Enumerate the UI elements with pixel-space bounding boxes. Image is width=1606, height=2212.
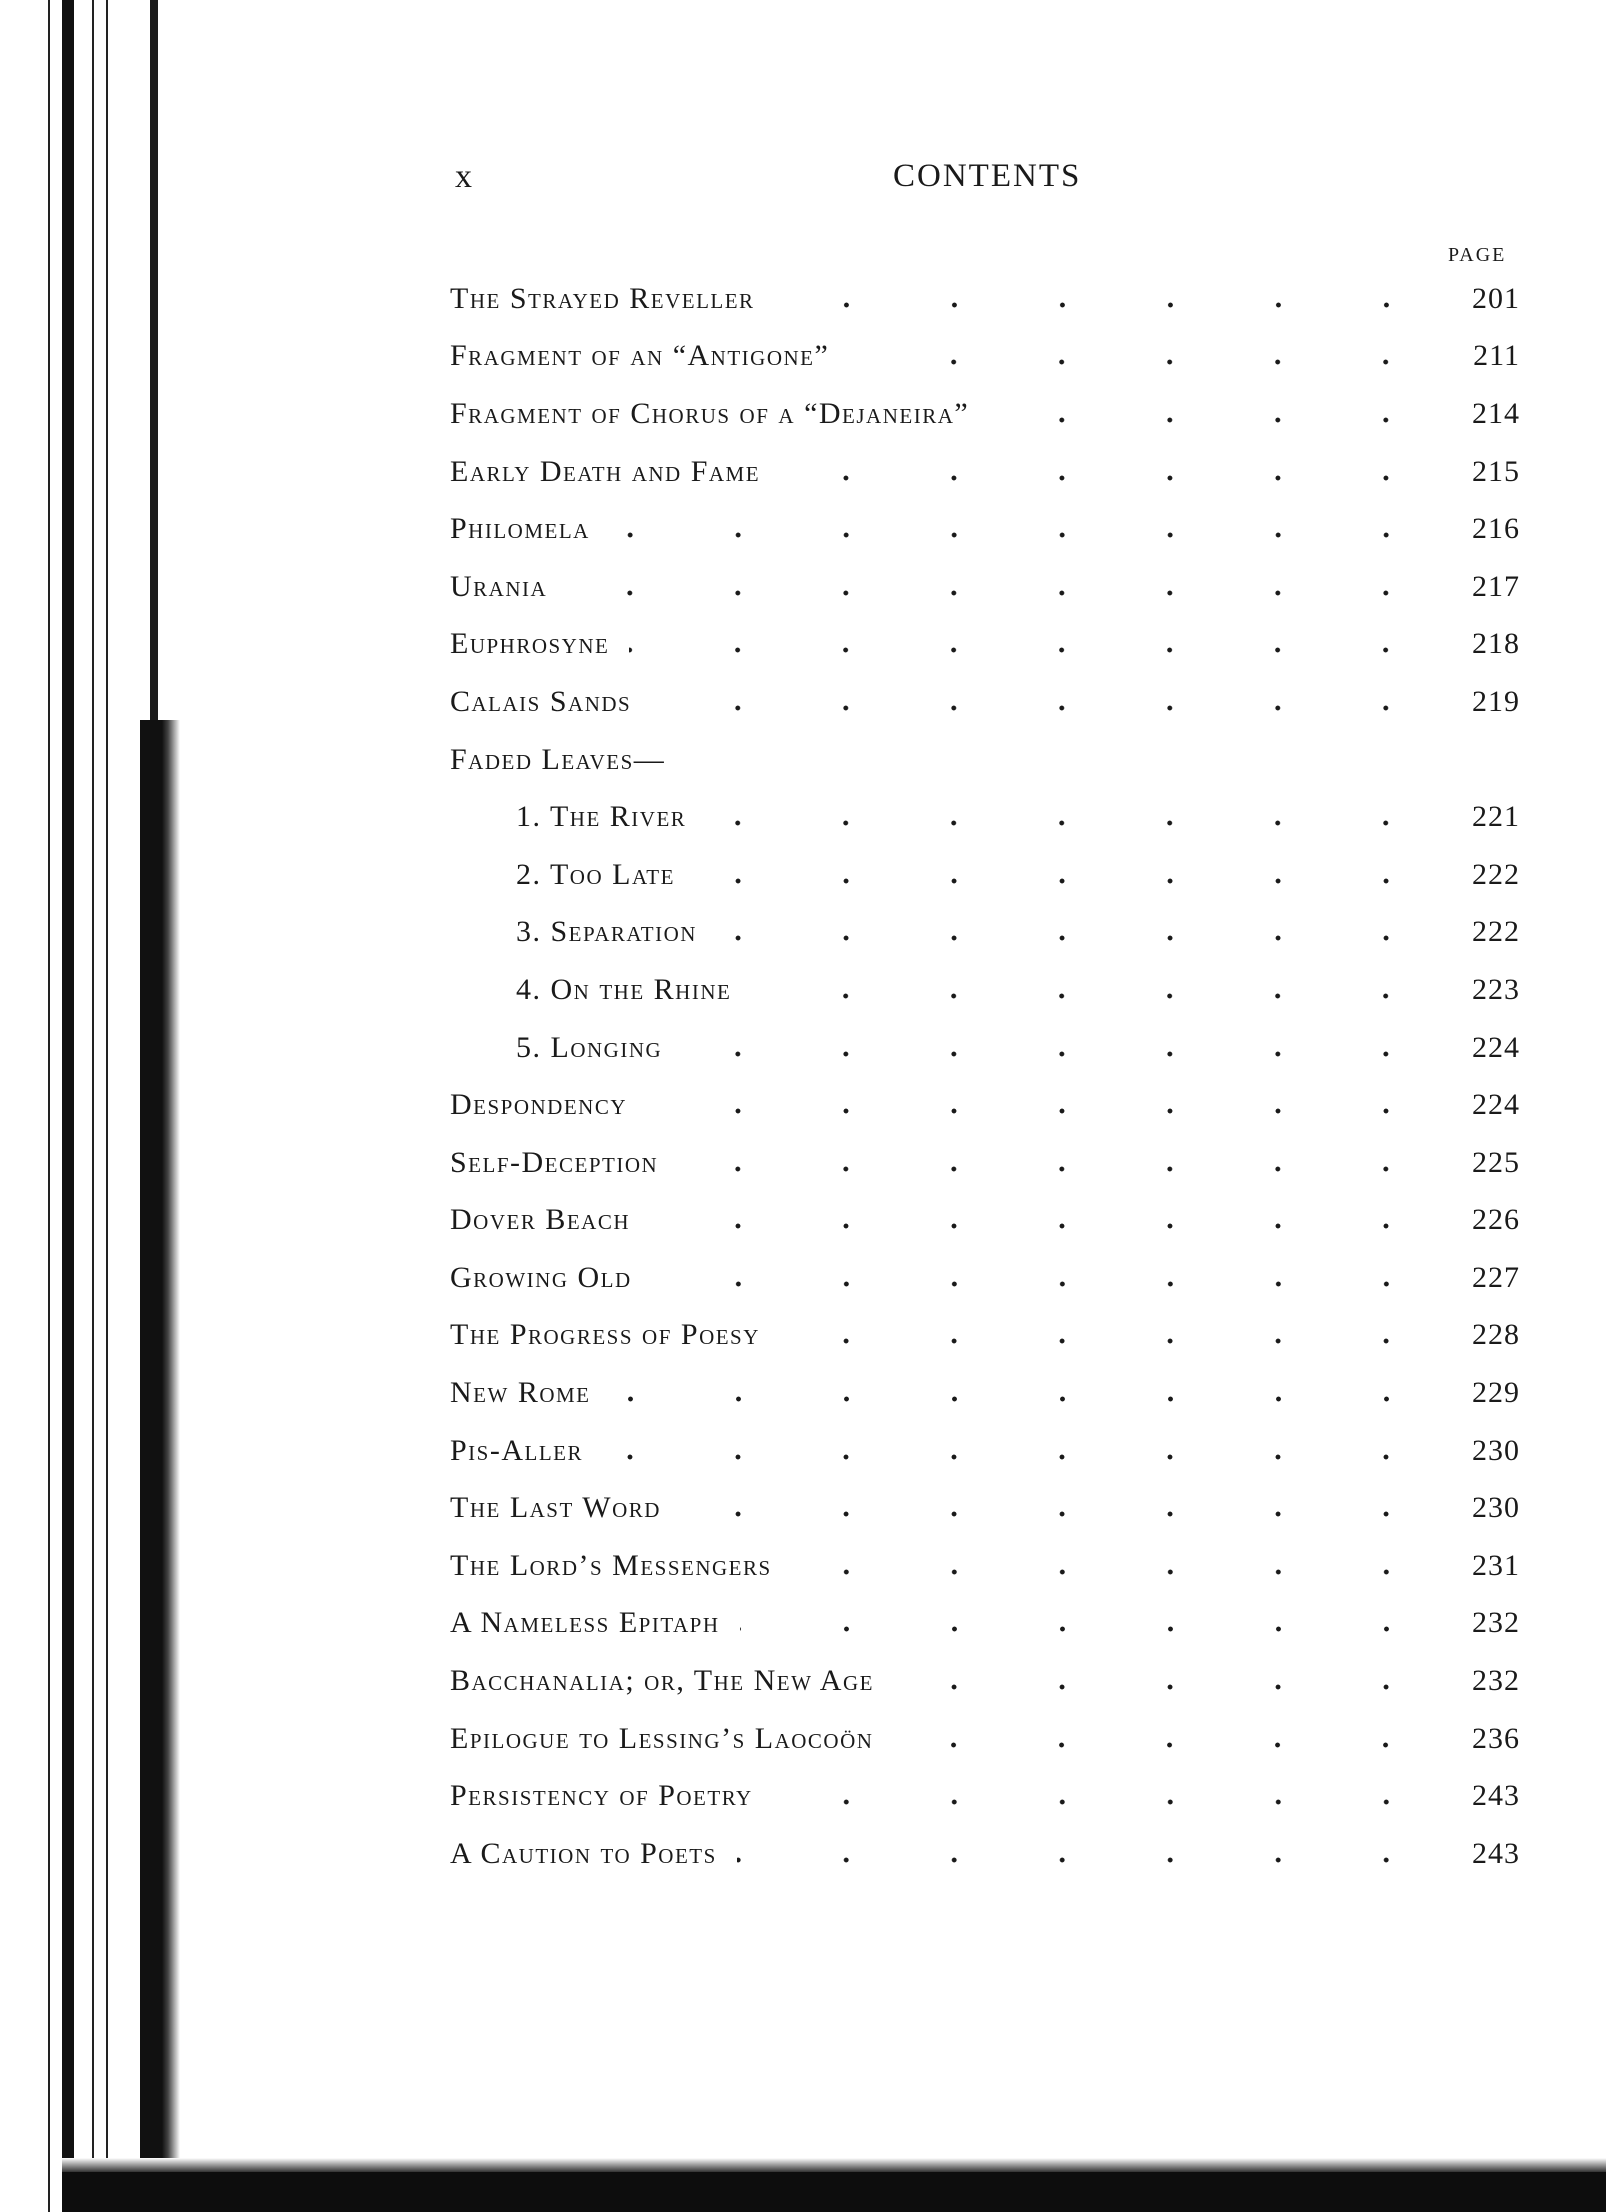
toc-entry <box>450 1192 1520 1250</box>
toc-entry-page: 232 <box>1472 1664 1520 1698</box>
toc-entry <box>450 1595 1520 1653</box>
toc-entry-title: Persistency of Poetry <box>450 1779 767 1813</box>
dot-leader <box>682 1051 1440 1057</box>
toc-entry-page: 226 <box>1472 1203 1520 1237</box>
toc-entry-page: 221 <box>1472 800 1520 834</box>
toc-entry-title: Faded Leaves— <box>450 743 679 777</box>
toc-entry <box>450 1307 1520 1365</box>
toc-entry-page: 218 <box>1472 627 1520 661</box>
dot-leader <box>751 993 1440 999</box>
toc-entry-page: 215 <box>1472 454 1520 488</box>
toc-subentry <box>450 1019 1520 1077</box>
toc-entry-title: The Last Word <box>450 1491 675 1525</box>
toc-entry-page: 229 <box>1472 1376 1520 1410</box>
toc-entry-page: 219 <box>1472 684 1520 718</box>
binding-line <box>106 0 108 2212</box>
toc-entry-title: A Caution to Poets <box>450 1837 731 1871</box>
toc-entry-page: 223 <box>1472 972 1520 1006</box>
toc-entry-page: 230 <box>1472 1491 1520 1525</box>
toc-entry-page: 236 <box>1472 1721 1520 1755</box>
toc-entry-title: A Nameless Epitaph <box>450 1606 734 1640</box>
toc-entry <box>450 558 1520 616</box>
toc-subentry <box>450 961 1520 1019</box>
dot-leader <box>792 1569 1440 1575</box>
dot-leader <box>651 705 1440 711</box>
toc-entry <box>450 1422 1520 1480</box>
dot-leader <box>773 1799 1440 1805</box>
toc-entry <box>450 1479 1520 1537</box>
toc-subentry <box>450 904 1520 962</box>
toc-entry <box>450 1364 1520 1422</box>
toc-entry-page: 227 <box>1472 1260 1520 1294</box>
dot-leader <box>717 935 1440 941</box>
toc-entry <box>450 443 1520 501</box>
toc-entry-page: 211 <box>1473 339 1520 373</box>
binding-shadow-top <box>150 0 158 720</box>
dot-leader <box>647 1108 1440 1114</box>
toc-entry-title: Growing Old <box>450 1261 646 1295</box>
dot-leader <box>989 417 1440 423</box>
contents-list <box>450 270 1520 1883</box>
toc-entry-title: Philomela <box>450 512 604 546</box>
toc-entry <box>450 1825 1520 1883</box>
page-folio: x <box>455 158 473 195</box>
toc-entry-title: New Rome <box>450 1376 605 1410</box>
toc-entry-page: 201 <box>1472 281 1520 315</box>
dot-leader <box>780 1338 1440 1344</box>
dot-leader <box>849 359 1440 365</box>
toc-entry-title: 2. Too Late <box>516 858 689 892</box>
toc-entry <box>450 673 1520 731</box>
toc-entry-title: Euphrosyne <box>450 627 623 661</box>
toc-entry-page: 230 <box>1472 1433 1520 1467</box>
page-title: CONTENTS <box>893 158 1082 194</box>
toc-entry-title: 5. Longing <box>516 1031 676 1065</box>
toc-entry-title: Self-Deception <box>450 1146 672 1180</box>
toc-entry <box>450 1710 1520 1768</box>
toc-entry-page: 214 <box>1472 396 1520 430</box>
bottom-edge-fade <box>62 2158 1606 2172</box>
toc-entry <box>450 328 1520 386</box>
toc-section-heading <box>450 731 1520 789</box>
toc-entry <box>450 1652 1520 1710</box>
dot-leader <box>893 1742 1440 1748</box>
toc-entry-page: 228 <box>1472 1318 1520 1352</box>
toc-entry-title: The Strayed Reveller <box>450 282 769 316</box>
toc-entry <box>450 1249 1520 1307</box>
toc-subentry <box>450 788 1520 846</box>
toc-entry-page: 216 <box>1472 512 1520 546</box>
toc-entry-title: The Lord’s Messengers <box>450 1549 786 1583</box>
dot-leader <box>894 1684 1440 1690</box>
dot-leader <box>737 1857 1440 1863</box>
toc-entry <box>450 270 1520 328</box>
toc-subentry <box>450 846 1520 904</box>
dot-leader <box>652 1281 1440 1287</box>
toc-entry-page: 231 <box>1472 1548 1520 1582</box>
toc-entry-page: 243 <box>1472 1779 1520 1813</box>
binding-edge <box>62 0 74 2212</box>
toc-entry <box>450 1134 1520 1192</box>
toc-entry-page: 222 <box>1472 857 1520 891</box>
dot-leader <box>740 1626 1440 1632</box>
dot-leader <box>695 878 1440 884</box>
toc-entry-title: 3. Separation <box>516 915 711 949</box>
dot-leader <box>650 1223 1440 1229</box>
toc-entry <box>450 1076 1520 1134</box>
toc-entry-title: 1. The River <box>516 800 700 834</box>
toc-entry-title: Urania <box>450 570 561 604</box>
dot-leader <box>610 532 1440 538</box>
toc-entry-page: 217 <box>1472 569 1520 603</box>
toc-entry-page: 243 <box>1472 1836 1520 1870</box>
toc-entry-title: Dover Beach <box>450 1203 644 1237</box>
toc-entry <box>450 500 1520 558</box>
running-head <box>455 158 1515 198</box>
binding-line <box>48 0 50 2212</box>
toc-entry-title: The Progress of Poesy <box>450 1318 774 1352</box>
toc-entry-title: Pis-Aller <box>450 1434 597 1468</box>
bottom-edge <box>62 2172 1606 2212</box>
toc-entry-title: 4. On the Rhine <box>516 973 745 1007</box>
toc-entry-title: Calais Sands <box>450 685 645 719</box>
toc-entry-page: 222 <box>1472 915 1520 949</box>
binding-line <box>92 0 94 2212</box>
toc-entry <box>450 1767 1520 1825</box>
toc-entry-page: 225 <box>1472 1145 1520 1179</box>
dot-leader <box>775 302 1440 308</box>
page-column-label: PAGE <box>1448 244 1507 266</box>
binding-shadow <box>140 720 180 2190</box>
toc-entry-page: 224 <box>1472 1030 1520 1064</box>
dot-leader <box>780 475 1440 481</box>
toc-entry-title: Epilogue to Lessing’s Laocoön <box>450 1722 887 1756</box>
toc-entry-title: Bacchanalia; or, The New Age <box>450 1664 888 1698</box>
dot-leader <box>567 590 1440 596</box>
toc-entry <box>450 1537 1520 1595</box>
dot-leader <box>678 1166 1440 1172</box>
toc-entry-page: 232 <box>1472 1606 1520 1640</box>
toc-entry <box>450 616 1520 674</box>
dot-leader <box>681 1511 1440 1517</box>
toc-entry-title: Fragment of Chorus of a “Dejaneira” <box>450 397 983 431</box>
dot-leader <box>706 820 1440 826</box>
toc-entry-title: Early Death and Fame <box>450 455 774 489</box>
dot-leader <box>611 1396 1441 1402</box>
toc-entry <box>450 385 1520 443</box>
toc-entry-title: Despondency <box>450 1088 641 1122</box>
dot-leader <box>629 647 1440 653</box>
dot-leader <box>603 1454 1440 1460</box>
toc-entry-page: 224 <box>1472 1088 1520 1122</box>
toc-entry-title: Fragment of an “Antigone” <box>450 339 843 373</box>
